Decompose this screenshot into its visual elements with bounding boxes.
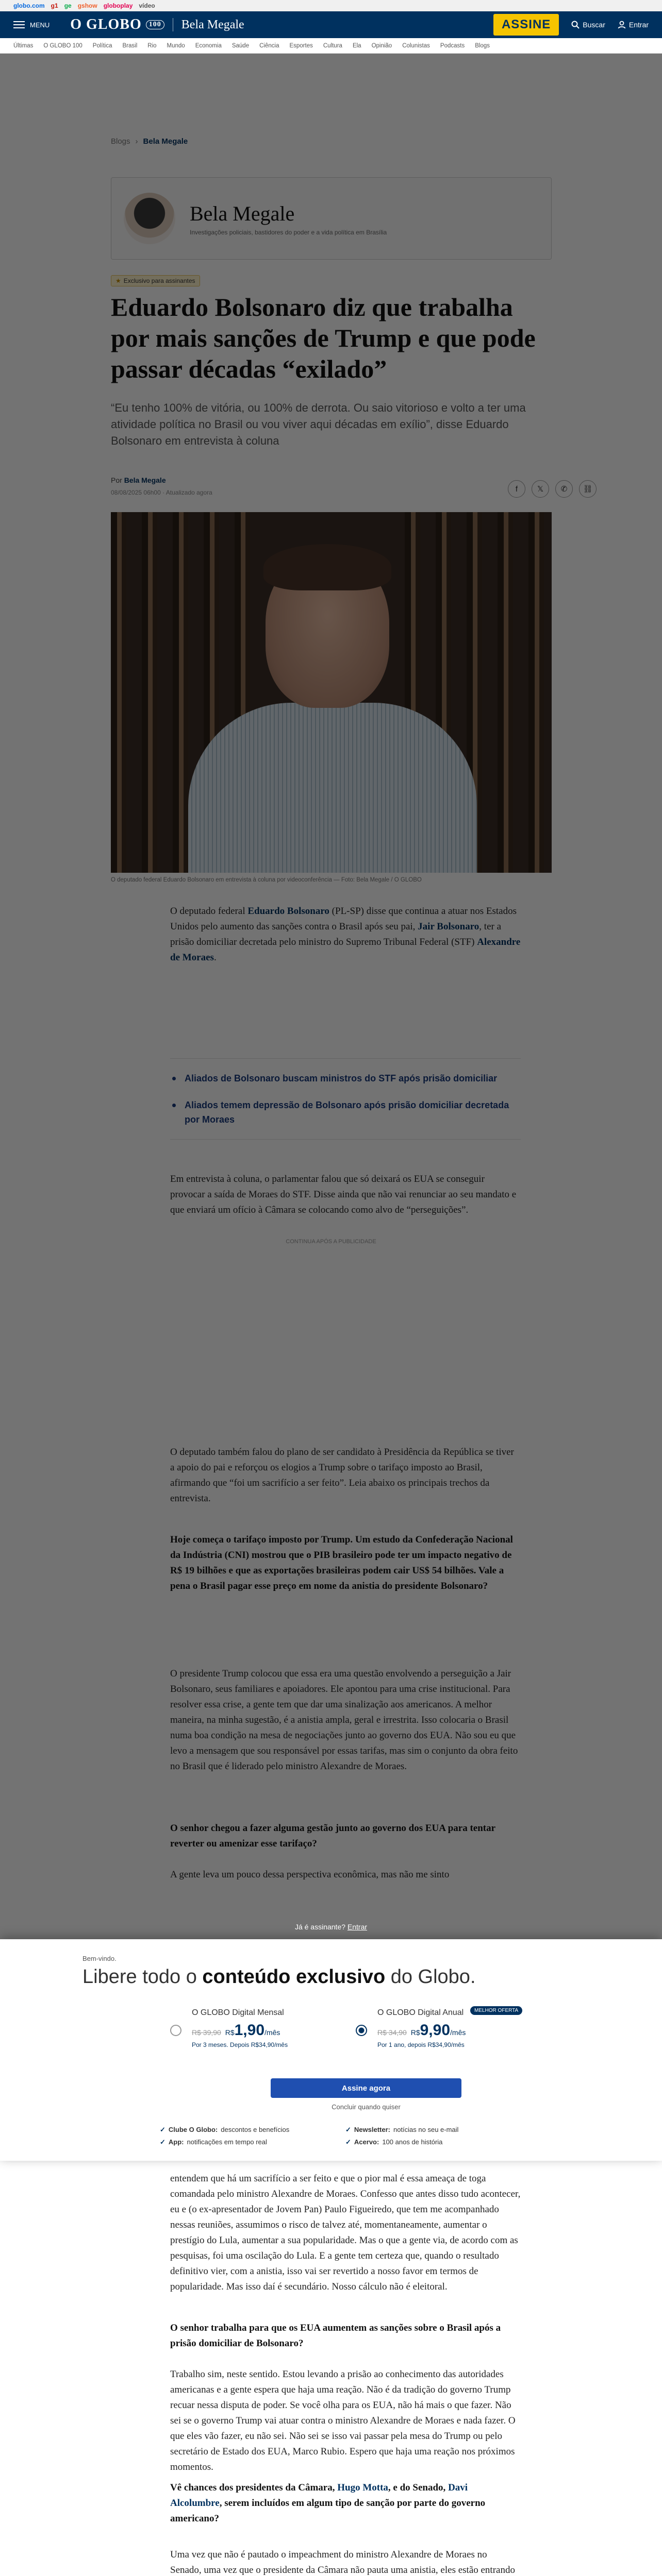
check-icon: ✓	[160, 2126, 166, 2133]
nav-item[interactable]: Brasil	[122, 42, 138, 49]
check-icon: ✓	[160, 2138, 166, 2146]
subscribe-button[interactable]: ASSINE	[493, 14, 559, 36]
ge-link[interactable]: ge	[64, 2, 72, 9]
paywall-modal	[0, 1923, 662, 2161]
menu-button[interactable]	[13, 21, 49, 29]
text: Libere todo o	[82, 1966, 203, 1988]
site-logo[interactable]	[70, 16, 164, 33]
nav-item[interactable]: Rio	[147, 42, 157, 49]
plan-annual[interactable]	[356, 2006, 526, 2068]
gshow-link[interactable]: gshow	[77, 2, 97, 9]
old-price: R$ 34,90	[377, 2028, 407, 2037]
nav-item[interactable]: Cultura	[323, 42, 342, 49]
plan-annual-radio[interactable]	[356, 2025, 367, 2036]
inline-link[interactable]: Hugo Motta	[337, 2482, 388, 2493]
subscribe-now-button[interactable]: Assine agora	[271, 2078, 461, 2098]
currency: R$	[225, 2028, 235, 2037]
perk-desc: notícias no seu e-mail	[393, 2126, 459, 2133]
currency: R$	[410, 2028, 420, 2037]
period: /mês	[264, 2028, 280, 2037]
nav-item[interactable]: Opinião	[371, 42, 392, 49]
perk-item	[345, 2138, 521, 2146]
nav-item[interactable]: Mundo	[167, 42, 185, 49]
search-icon	[571, 21, 580, 29]
nav-item[interactable]: Ela	[352, 42, 361, 49]
nav-item[interactable]: Blogs	[475, 42, 490, 49]
paywall-title	[82, 1966, 476, 1988]
nav-item[interactable]: Ciência	[259, 42, 279, 49]
text: , e do Senado,	[388, 2482, 449, 2493]
text: , serem incluídos em algum tipo de sanção por parte do governo americano?	[170, 2498, 486, 2524]
answer-2-continued: entendem que há um sacrifício a ser feito e que o pior mal é essa ameaça de toga comandada pelo ministro Alexandre de Moraes. Confesso que antes disso tudo acontecer, eu e (o ex-apresentador de Jovem Pan) Paulo Figueiredo, que tem me acompanhado nessas reuniões, assumimos o risco de talvez até, momentaneamente, aumentar o prestígio do Lula, aumentar a sua popularidade. Mas o que a gente via, de acordo com as pesquisas, foi uma oscilação do Lula. E a gente tem certeza que, quando o resultado definitivo vier, com a anistia, isso vai ser revertido a nosso favor em termos de popularidade. Mas isso daí é secundário. Nosso cálculo não é eleitoral.	[170, 2173, 521, 2292]
answer-4: Uma vez que não é pautado o impeachment do ministro Alexandre de Moraes no Senado, uma vez que o presidente da Câmara não pauta uma anistia, eles estão entrando	[170, 2549, 515, 2575]
login-label: Entrar	[628, 21, 649, 29]
perk-item	[160, 2138, 335, 2146]
perk-title: Clube O Globo:	[168, 2126, 218, 2133]
plan-price	[192, 2022, 288, 2039]
perk-title: Acervo:	[354, 2138, 379, 2146]
menu-label: MENU	[30, 21, 50, 29]
nav-item[interactable]: Saúde	[231, 42, 250, 49]
old-price: R$ 39,90	[192, 2028, 221, 2037]
site-header	[0, 11, 662, 38]
nav-item[interactable]: Podcasts	[440, 42, 465, 49]
plan-monthly[interactable]	[170, 2006, 340, 2068]
nav-item[interactable]: Colunistas	[402, 42, 430, 49]
nav-item[interactable]: Esportes	[289, 42, 313, 49]
perk-item	[160, 2126, 335, 2134]
price-value: 9,90	[420, 2022, 451, 2039]
plan-note: Por 1 ano, depois R$34,90/mês	[377, 2041, 465, 2048]
inline-link[interactable]: Davi Alcolumbre	[170, 2482, 468, 2509]
perk-title: App:	[168, 2138, 184, 2146]
perks-list	[160, 2126, 521, 2146]
enter-link[interactable]: Entrar	[347, 1923, 368, 1931]
text: conteúdo exclusivo	[202, 1966, 386, 1988]
paywall-greeting: Bem-vindo.	[82, 1955, 117, 1962]
decide-later-link[interactable]: Concluir quando quiser	[332, 2103, 401, 2111]
best-offer-badge: MELHOR OFERTA	[470, 2006, 522, 2015]
plan-name: O GLOBO Digital Mensal	[192, 2008, 284, 2017]
nav-item[interactable]: Política	[92, 42, 112, 49]
search-button[interactable]	[571, 21, 605, 29]
paywall-overlay	[0, 54, 662, 1939]
g1-link[interactable]: g1	[51, 2, 58, 9]
check-icon: ✓	[345, 2138, 351, 2146]
text: do Globo.	[385, 1966, 476, 1988]
perk-desc: 100 anos de história	[382, 2138, 443, 2146]
perk-item	[345, 2126, 521, 2134]
blog-name[interactable]: Bela Megale	[181, 18, 244, 31]
plan-note: Por 3 meses. Depois R$34,90/mês	[192, 2041, 288, 2048]
perk-desc: notificações em tempo real	[187, 2138, 267, 2146]
global-top-strip	[0, 0, 662, 11]
globo-com-link[interactable]: globo.com	[13, 2, 45, 9]
nav-item[interactable]: Economia	[195, 42, 222, 49]
already-subscriber	[0, 1923, 662, 1931]
nav-item[interactable]: O GLOBO 100	[43, 42, 82, 49]
globoplay-link[interactable]: globoplay	[103, 2, 133, 9]
nav-item[interactable]: Últimas	[13, 42, 34, 49]
hamburger-icon	[13, 21, 25, 28]
plan-name: O GLOBO Digital Anual	[377, 2008, 464, 2017]
already-label: Já é assinante?	[294, 1923, 346, 1931]
user-icon	[618, 21, 626, 29]
perk-title: Newsletter:	[354, 2126, 390, 2133]
text: Vê chances dos presidentes da Câmara,	[170, 2482, 338, 2493]
period: /mês	[450, 2028, 466, 2037]
video-link[interactable]: vídeo	[139, 2, 155, 9]
plan-monthly-radio[interactable]	[170, 2025, 181, 2036]
plan-price	[377, 2022, 466, 2039]
logo-text: O GLOBO	[70, 16, 142, 32]
question-4	[170, 2480, 521, 2527]
question-3: O senhor trabalha para que os EUA aumentem as sanções sobre o Brasil após a prisão domiciliar de Bolsonaro?	[170, 2323, 501, 2349]
section-nav	[0, 38, 662, 54]
perk-desc: descontos e benefícios	[221, 2126, 290, 2133]
logo-badge: 100	[146, 20, 164, 29]
answer-3: Trabalho sim, neste sentido. Estou levando a prisão ao conhecimento das autoridades americanas e a gente espera que haja uma reação. Não é da tradição do governo Trump recuar nessa disputa de poder. Se você olha para os EUA, não há mais o que fazer. Não sei se o governo Trump vai atuar contra o ministro Alexandre de Moraes e nada fazer. O que eles vão fazer, eu não sei. Não sei se isso vai passar pela mesa do Trump ou pelo secretário de Estado dos EUA, Marco Rubio. Espero que haja uma reação nos próximos momentos.	[170, 2369, 516, 2472]
price-value: 1,90	[234, 2022, 265, 2039]
check-icon: ✓	[345, 2126, 351, 2133]
search-label: Buscar	[583, 21, 605, 29]
login-button[interactable]	[618, 21, 649, 29]
